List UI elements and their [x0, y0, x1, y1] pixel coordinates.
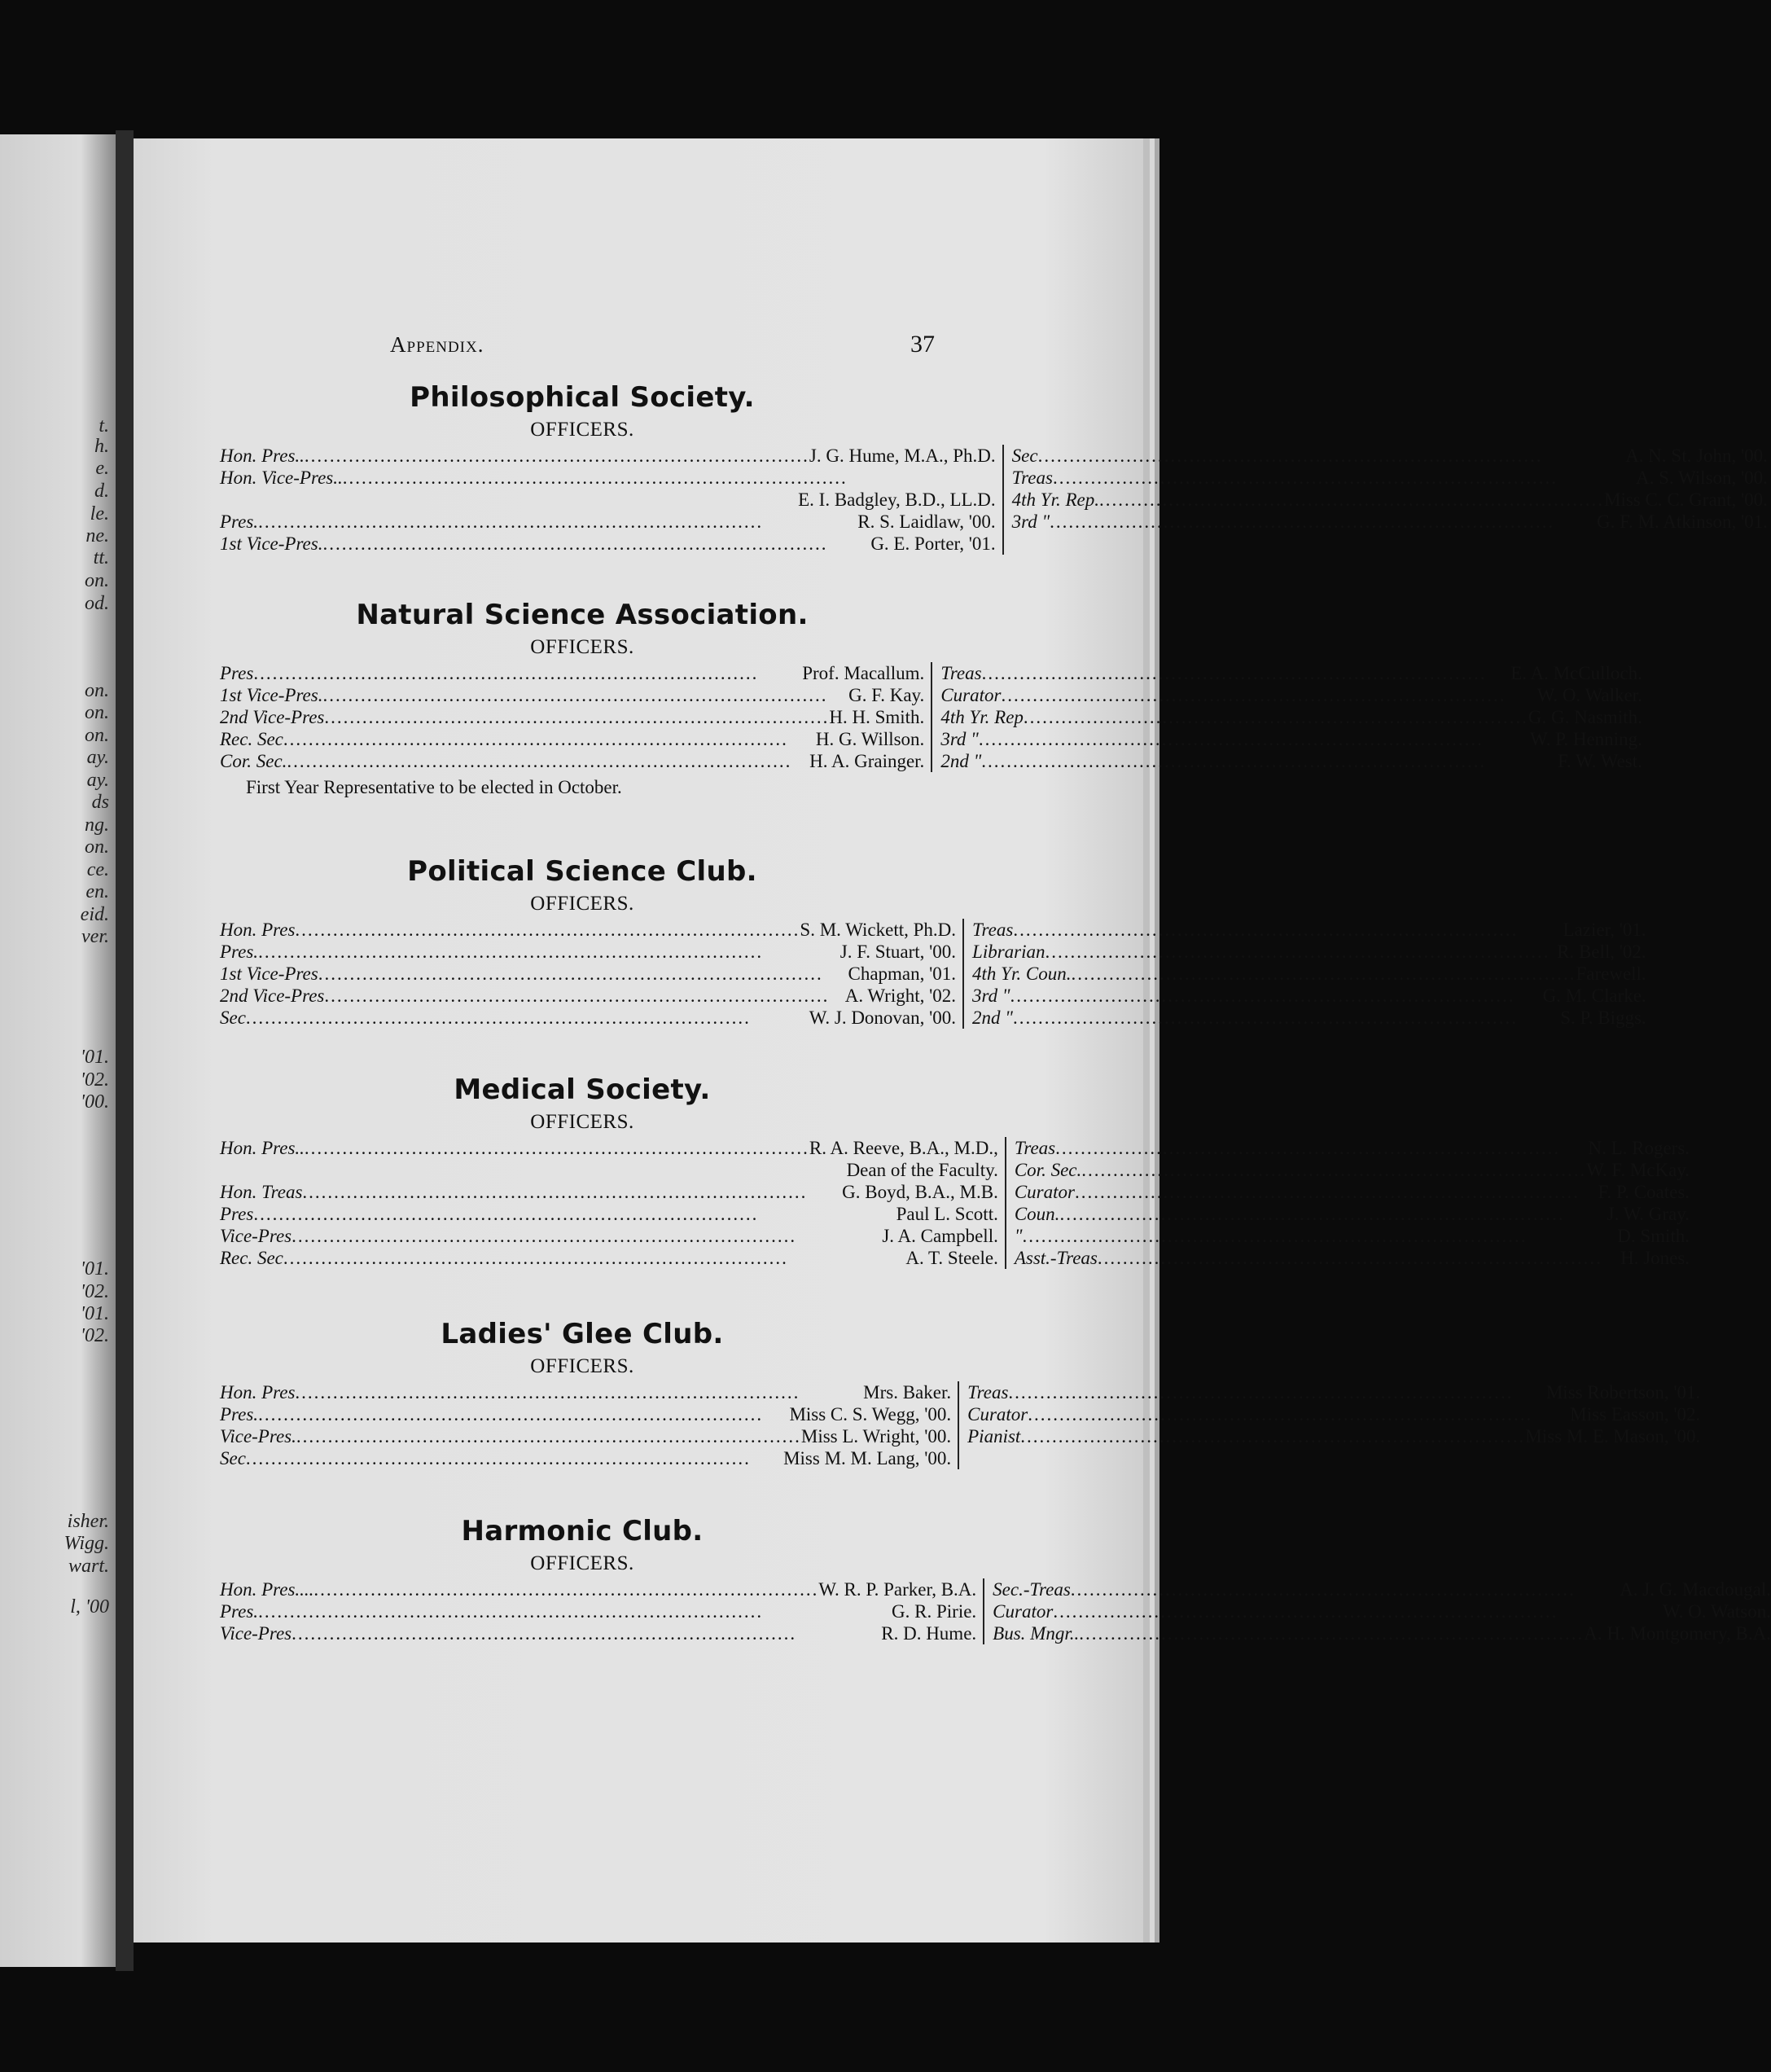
left-page-fragment: '01. [80, 1047, 109, 1068]
leader-dots [982, 662, 1511, 684]
society-section [220, 1318, 1701, 1469]
section-title: Natural Science Association. [356, 599, 809, 631]
section-title: Medical Society. [454, 1073, 711, 1106]
leader-dots [318, 963, 848, 985]
officer-role: Curator [967, 1404, 1028, 1424]
officer-role: " [1014, 1226, 1023, 1246]
officer-name: Chapman, '01. [848, 964, 957, 984]
section-title: Political Science Club. [407, 855, 757, 888]
officer-role: Pres. [220, 1404, 259, 1424]
officer-row [220, 1447, 951, 1469]
officer-row [220, 1425, 951, 1447]
officer-row [220, 706, 924, 728]
leader-dots [1008, 1381, 1545, 1403]
officer-name: G. R. Pirie. [892, 1601, 977, 1622]
officer-role: 1st Vice-Pres [220, 964, 318, 984]
officers-table [220, 1137, 1690, 1269]
officers-heading: OFFICERS. [530, 419, 634, 441]
leader-dots [322, 533, 870, 555]
leader-dots [287, 750, 809, 772]
leader-dots [1075, 1181, 1598, 1203]
leader-dots [324, 706, 829, 728]
officer-name: J. A. Campbell. [882, 1226, 998, 1246]
officer-row [1015, 1203, 1690, 1225]
left-page-fragment: '01. [80, 1303, 109, 1324]
officers-right-column [964, 919, 1646, 1029]
officers-left-column [220, 445, 1004, 555]
leader-dots [1053, 467, 1636, 489]
leader-dots [305, 445, 809, 467]
leader-dots [253, 1203, 896, 1225]
society-section [220, 855, 1646, 1029]
left-page-fragment: h. [94, 436, 109, 457]
left-page-fragment: en. [85, 881, 109, 902]
officer-row [220, 533, 996, 555]
officer-name: R. D. Hume. [881, 1623, 977, 1644]
officer-row [972, 963, 1646, 985]
officer-role: Treas [940, 663, 982, 683]
officer-row [967, 1425, 1700, 1447]
officer-row [1015, 1247, 1690, 1269]
left-page-fragment: on. [85, 725, 109, 746]
leader-dots [1013, 919, 1563, 941]
officer-role: 3rd " [1011, 511, 1050, 532]
officers-left-column [220, 1578, 984, 1644]
officer-name: F. W. West. [1557, 751, 1642, 771]
left-page-fragment: ds [91, 792, 109, 813]
officer-name: J. F. Stuart, '00. [839, 942, 957, 962]
officer-name: Miss Robertson, '01. [1545, 1382, 1701, 1403]
leader-dots [1010, 985, 1543, 1007]
left-page-fragment: isher. [67, 1511, 109, 1532]
officer-row [220, 919, 956, 941]
officer-row [1015, 1225, 1690, 1247]
officer-row [220, 1159, 998, 1181]
officer-row [940, 706, 1642, 728]
leader-dots [295, 1381, 863, 1403]
leader-dots [1071, 963, 1576, 985]
officer-role: 4th Yr. Rep. [1011, 489, 1099, 510]
officer-name: S. P. Biggs. [1560, 1007, 1646, 1028]
officers-heading: OFFICERS. [530, 1355, 634, 1377]
officer-role: Hon. Pres [220, 1382, 296, 1403]
officer-name: S. M. Wickett, Ph.D. [800, 920, 957, 940]
section-title: Ladies' Glee Club. [441, 1318, 724, 1350]
leader-dots [258, 511, 857, 533]
officer-name: J. G. Hume, M.A., Ph.D. [809, 446, 996, 466]
officer-row [220, 1203, 998, 1225]
leader-dots [1081, 1159, 1586, 1181]
officer-role: Librarian [972, 942, 1046, 962]
officer-name: A. T. Steele. [905, 1248, 998, 1268]
leader-dots [1024, 706, 1528, 728]
officer-role: 2nd " [940, 751, 982, 771]
officer-role: 1st Vice-Pres. [220, 685, 323, 705]
leader-dots [253, 662, 802, 684]
left-page-fragment: '02. [80, 1069, 109, 1091]
leader-dots [258, 941, 840, 963]
officer-role: Coun. [1014, 1204, 1060, 1224]
leader-dots [1046, 941, 1558, 963]
officer-row [967, 1381, 1700, 1403]
officer-name: W. F. McKay. [1586, 1160, 1690, 1180]
officer-role: Sec [1011, 446, 1038, 466]
left-page-fragment: tt. [93, 547, 109, 568]
officer-row [993, 1578, 1771, 1600]
officer-role: Curator [940, 685, 1002, 705]
leader-dots [343, 467, 996, 489]
officer-row [972, 919, 1646, 941]
officers-heading: OFFICERS. [530, 636, 634, 658]
officer-row [220, 1600, 976, 1622]
officer-role: Cor. Sec. [220, 751, 287, 771]
officer-role: Sec [220, 1448, 246, 1468]
officer-role: Treas [972, 920, 1014, 940]
officer-row [220, 985, 956, 1007]
officer-name: A. N. St. John, '00. [1625, 446, 1768, 466]
officers-right-column [932, 662, 1642, 772]
leader-dots [1023, 1225, 1618, 1247]
officer-role: Treas [1011, 468, 1053, 488]
section-title: Philosophical Society. [410, 381, 755, 414]
officer-role: 1st Vice-Pres. [220, 533, 323, 554]
left-page-fragment: le. [90, 503, 109, 525]
officer-name: G. F. Kay. [848, 685, 925, 705]
officer-row [220, 684, 924, 706]
officer-row [1015, 1137, 1690, 1159]
officer-name: G. G. Nasmith. [1528, 707, 1642, 727]
leader-dots [1050, 511, 1597, 533]
officer-name: Miss C. S. Wegg, '00. [789, 1404, 952, 1424]
officer-name: D. Smith. [1617, 1226, 1690, 1246]
leader-dots [1079, 1622, 1584, 1644]
leader-dots [1053, 1600, 1663, 1622]
officer-name: Miss C. C. Grant, '00. [1604, 489, 1768, 510]
left-page-fragment: l, '00 [70, 1596, 109, 1618]
officer-row [220, 662, 924, 684]
officer-row [220, 467, 996, 489]
officer-row [220, 1578, 976, 1600]
society-section [220, 599, 1642, 798]
officer-row [220, 489, 996, 511]
officer-role: Hon. Pres.. [220, 1138, 305, 1158]
officer-row [220, 728, 924, 750]
officer-row [993, 1622, 1771, 1644]
officers-left-column [220, 919, 964, 1029]
leader-dots [1028, 1403, 1570, 1425]
book-spine [116, 130, 134, 1971]
officer-row [1015, 1159, 1690, 1181]
officer-row [967, 1403, 1700, 1425]
section-note: First Year Representative to be elected in October. [246, 777, 622, 797]
officer-role: Curator [993, 1601, 1054, 1622]
officer-row [1012, 467, 1768, 489]
officer-row [1012, 511, 1768, 533]
left-page-fragment: on. [85, 570, 109, 591]
leader-dots [322, 684, 848, 706]
officer-role: Vice-Pres [220, 1226, 292, 1246]
officer-name: W. O. Watson. [1663, 1601, 1771, 1622]
officer-role: 4th Yr. Coun. [972, 964, 1072, 984]
officer-name: R. Bell, '02. [1557, 942, 1646, 962]
society-section [220, 1073, 1690, 1269]
officer-name: W. R. P. Parker, B.A. [818, 1579, 977, 1600]
left-page-fragment: e. [95, 458, 109, 479]
officer-role: Hon. Vice-Pres.. [220, 468, 343, 488]
officer-role: Cor. Sec. [1014, 1160, 1082, 1180]
officers-heading: OFFICERS. [530, 893, 634, 915]
officer-name: Farewell. [1576, 964, 1646, 984]
officer-name: Miss M. M. Lang, '00. [783, 1448, 952, 1468]
officer-role: Pres [220, 1204, 254, 1224]
officer-role: 4th Yr. Rep [940, 707, 1024, 727]
officer-role: 2nd " [972, 1007, 1013, 1028]
leader-dots [1059, 1203, 1607, 1225]
left-page-edge [0, 134, 116, 1967]
officer-name: Lazier, '01. [1563, 920, 1646, 940]
officers-right-column [984, 1578, 1771, 1644]
officer-role: 3rd " [940, 729, 979, 749]
leader-dots [324, 985, 844, 1007]
left-page-fragment: ng. [85, 814, 109, 836]
officer-role: 2nd Vice-Pres [220, 707, 325, 727]
officer-row [220, 511, 996, 533]
left-page-fragment: '02. [80, 1325, 109, 1346]
officer-role: Bus. Mngr.. [993, 1623, 1080, 1644]
officer-row [940, 728, 1642, 750]
leader-dots [292, 1622, 881, 1644]
left-page-fragment: od. [85, 593, 109, 614]
officer-role: Sec [220, 1007, 246, 1028]
officers-right-column [959, 1381, 1700, 1469]
leader-dots [283, 1247, 905, 1269]
officer-name: H. A. Grainger. [809, 751, 925, 771]
left-page-fragment: '02. [80, 1281, 109, 1302]
officer-row [220, 1137, 998, 1159]
officer-role: Pres. [220, 942, 259, 962]
officer-name: N. L. Rogers. [1588, 1138, 1690, 1158]
officer-name: Dean of the Faculty. [846, 1160, 998, 1180]
left-page-fragment: on. [85, 680, 109, 701]
officer-role: Treas [1014, 1138, 1056, 1158]
leader-dots [283, 728, 816, 750]
officer-name: G. F. M. Atkinson, '01. [1596, 511, 1768, 532]
officer-name: H. Jones. [1620, 1248, 1690, 1268]
officers-table [220, 1381, 1701, 1469]
officer-row [220, 1381, 951, 1403]
left-page-fragment: ver. [81, 926, 109, 947]
left-page-fragment: t. [99, 415, 109, 437]
officers-heading: OFFICERS. [530, 1111, 634, 1133]
officer-role: Hon. Pres [220, 920, 296, 940]
leader-dots [295, 919, 800, 941]
left-page-fragment: on. [85, 836, 109, 858]
officers-right-column [1004, 445, 1768, 555]
left-page-fragment: on. [85, 702, 109, 723]
officer-role: Hon. Pres.. [220, 446, 305, 466]
leader-dots [313, 1578, 818, 1600]
officers-left-column [220, 1381, 959, 1469]
leader-dots [246, 1447, 783, 1469]
officer-name: W. P. Henning. [1530, 729, 1642, 749]
officer-name: R. A. Reeve, B.A., M.D., [809, 1138, 998, 1158]
officer-role: 3rd " [972, 986, 1010, 1006]
officer-role: Sec.-Treas [993, 1579, 1071, 1600]
leader-dots [1099, 489, 1604, 511]
left-page-fragment: eid. [80, 904, 109, 925]
leader-dots [1071, 1578, 1620, 1600]
officer-name: J. W. Gray. [1607, 1204, 1690, 1224]
officer-role: Vice-Pres [220, 1623, 292, 1644]
officer-role: Pianist [967, 1426, 1021, 1446]
officer-name: H. H. Smith. [829, 707, 925, 727]
officers-heading: OFFICERS. [530, 1552, 634, 1574]
officer-role: Pres. [220, 511, 259, 532]
officer-name: G. M. Clarke. [1542, 986, 1646, 1006]
officers-table [220, 919, 1646, 1029]
left-page-fragment: ce. [86, 859, 109, 880]
officers-table [220, 1578, 1771, 1644]
officer-row [220, 1403, 951, 1425]
officer-name: A. J. G. Macdougal. [1620, 1579, 1771, 1600]
officers-left-column [220, 662, 932, 772]
officers-left-column [220, 1137, 1006, 1269]
officer-name: W. O. Walker. [1536, 685, 1642, 705]
officer-name: E. I. Badgley, B.D., LL.D. [798, 489, 996, 510]
society-section [220, 381, 1768, 555]
officer-role: Hon. Pres.... [220, 1579, 314, 1600]
leader-dots [1020, 1425, 1525, 1447]
officer-row [1015, 1181, 1690, 1203]
left-page-fragment: ne. [85, 525, 109, 547]
leader-dots [1055, 1137, 1588, 1159]
officer-name: A. H. Montgomery, B.A. [1584, 1623, 1771, 1644]
leader-dots [981, 750, 1558, 772]
officer-row [1012, 489, 1768, 511]
leader-dots [305, 1137, 809, 1159]
officer-role: Treas [967, 1382, 1009, 1403]
officer-row [972, 941, 1646, 963]
officer-name: A. S. Wilson, '00. [1636, 468, 1768, 488]
officer-role: Pres. [220, 1601, 259, 1622]
left-page-fragment: d. [94, 481, 109, 502]
officer-role: Curator [1014, 1182, 1075, 1202]
officer-role: 2nd Vice-Pres [220, 986, 325, 1006]
officer-row [972, 1007, 1646, 1029]
leader-dots [979, 728, 1530, 750]
officers-right-column [1006, 1137, 1690, 1269]
page-number: 37 [910, 331, 935, 358]
section-title: Harmonic Club. [461, 1515, 704, 1547]
officer-row [972, 985, 1646, 1007]
leader-dots [296, 1425, 801, 1447]
officer-row [220, 941, 956, 963]
officer-row [220, 1007, 956, 1029]
officer-row [220, 963, 956, 985]
officer-role: Vice-Pres. [220, 1426, 296, 1446]
leader-dots [258, 1403, 789, 1425]
leader-dots [292, 1225, 882, 1247]
left-page-fragment: ay. [86, 747, 109, 768]
officer-role: Hon. Treas [220, 1182, 303, 1202]
officer-role: Rec. Sec [220, 1248, 283, 1268]
officer-row [993, 1600, 1771, 1622]
officer-name: G. Boyd, B.A., M.B. [842, 1182, 998, 1202]
leader-dots [1098, 1247, 1620, 1269]
officer-role: Pres [220, 663, 254, 683]
officer-name: Miss M. E. Mason, '00. [1525, 1426, 1701, 1446]
officer-row [940, 750, 1642, 772]
leader-dots [246, 1007, 809, 1029]
officer-name: Mrs. Baker. [863, 1382, 952, 1403]
officer-name: F. P. Coates. [1598, 1182, 1690, 1202]
left-page-fragment: '01. [80, 1258, 109, 1280]
officer-name: R. S. Laidlaw, '00. [857, 511, 996, 532]
officer-row [940, 662, 1642, 684]
officer-name: G. E. Porter, '01. [870, 533, 996, 554]
officer-row [220, 445, 996, 467]
leader-dots [1013, 1007, 1560, 1029]
officer-name: Paul L. Scott. [896, 1204, 998, 1224]
officer-row [220, 1622, 976, 1644]
officer-name: Prof. Macallum. [802, 663, 925, 683]
officers-table [220, 445, 1768, 555]
officer-name: W. J. Donovan, '00. [809, 1007, 957, 1028]
society-section [220, 1515, 1771, 1644]
officer-row [1012, 445, 1768, 467]
officer-name: A. Wright, '02. [844, 986, 957, 1006]
running-head: Appendix. [390, 332, 484, 357]
officer-row [220, 1247, 998, 1269]
officer-name: Miss L. Wright, '00. [800, 1426, 952, 1446]
officer-row [220, 1225, 998, 1247]
left-page-fragment: '00. [80, 1091, 109, 1113]
leader-dots [258, 1600, 892, 1622]
officer-role: Asst.-Treas [1014, 1248, 1098, 1268]
officer-name: E. A. McCulloch. [1510, 663, 1642, 683]
leader-dots [1001, 684, 1536, 706]
officer-name: Miss Easson, '02. [1570, 1404, 1701, 1424]
officer-role: Rec. Sec [220, 729, 283, 749]
left-page-fragment: Wigg. [64, 1533, 109, 1554]
officer-name: H. G. Willson. [815, 729, 925, 749]
left-page-fragment: ay. [86, 770, 109, 791]
officer-row [220, 750, 924, 772]
leader-dots [302, 1181, 842, 1203]
officer-row [940, 684, 1642, 706]
left-page-fragment: wart. [68, 1556, 109, 1577]
officers-table [220, 662, 1642, 772]
officer-row [220, 1181, 998, 1203]
leader-dots [1038, 445, 1626, 467]
